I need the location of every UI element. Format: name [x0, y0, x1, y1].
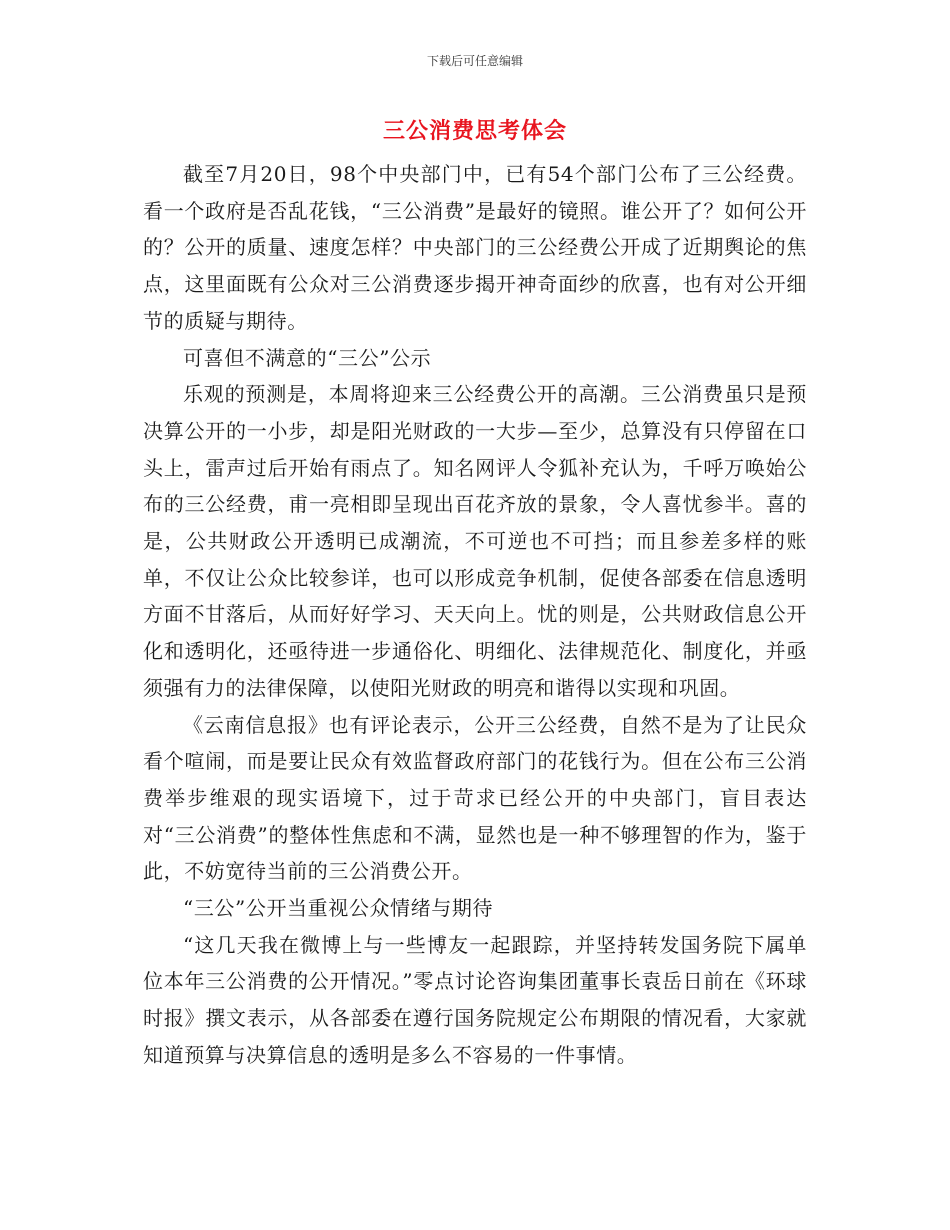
document-title: 三公消费思考体会: [382, 119, 567, 144]
section-heading-2: “三公”公开当重视公众情绪与期待: [183, 896, 494, 921]
document-body: [143, 156, 807, 1074]
page-header-note: 下载后可任意编辑: [426, 54, 523, 68]
section-heading-1: 可喜但不满意的“三公”公示: [183, 345, 432, 370]
paragraph-intro: 截至7月20日，98个中央部门中，已有54个部门公布了三公经费。看一个政府是否乱花钱，“三公消费”是最好的镜照。谁公开了？如何公开的？公开的质量、速度怎样？中央部门的三公经费公开成了近期舆论的焦点，这里面既有公众对三公消费逐步揭开神奇面纱的欣喜，也有对公开细节的质疑与期待。: [143, 162, 807, 333]
paragraph-weibo-tracking: “这几天我在微博上与一些博友一起跟踪，并坚持转发国务院下属单位本年三公消费的公开情况。”零点讨论咨询集团董事长袁岳日前在《环球时报》撰文表示，从各部委在遵行国务院规定公布期限的情况看，大家就知道预算与决算信息的透明是多么不容易的一件事情。: [143, 932, 807, 1067]
paragraph-yunnan-report: 《云南信息报》也有评论表示，公开三公经费，自然不是为了让民众看个喧闹，而是要让民众有效监督政府部门的花钱行为。但在公布三公消费举步维艰的现实语境下，过于苛求已经公开的中央部门，盲目表达对“三公消费”的整体性焦虑和不满，显然也是一种不够理智的作为，鉴于此，不妨宽待当前的三公消费公开。: [143, 712, 807, 884]
paragraph-optimistic-forecast: 乐观的预测是，本周将迎来三公经费公开的高潮。三公消费虽只是预决算公开的一小步，却是阳光财政的一大步—至少，总算没有只停留在口头上，雷声过后开始有雨点了。知名网评人令狐补充认为，千呼万唤始公布的三公经费，甫一亮相即呈现出百花齐放的景象，令人喜忧参半。喜的是，公共财政公开透明已成潮流，不可逆也不可挡；而且参差多样的账单，不仅让公众比较参详，也可以形成竞争机制，促使各部委在信息透明方面不甘落后，从而好好学习、天天向上。忧的则是，公共财政信息公开化和透明化，还亟待进一步通俗化、明细化、法律规范化、制度化，并亟须强有力的法律保障，以使阳光财政的明亮和谐得以实现和巩固。: [143, 382, 807, 700]
